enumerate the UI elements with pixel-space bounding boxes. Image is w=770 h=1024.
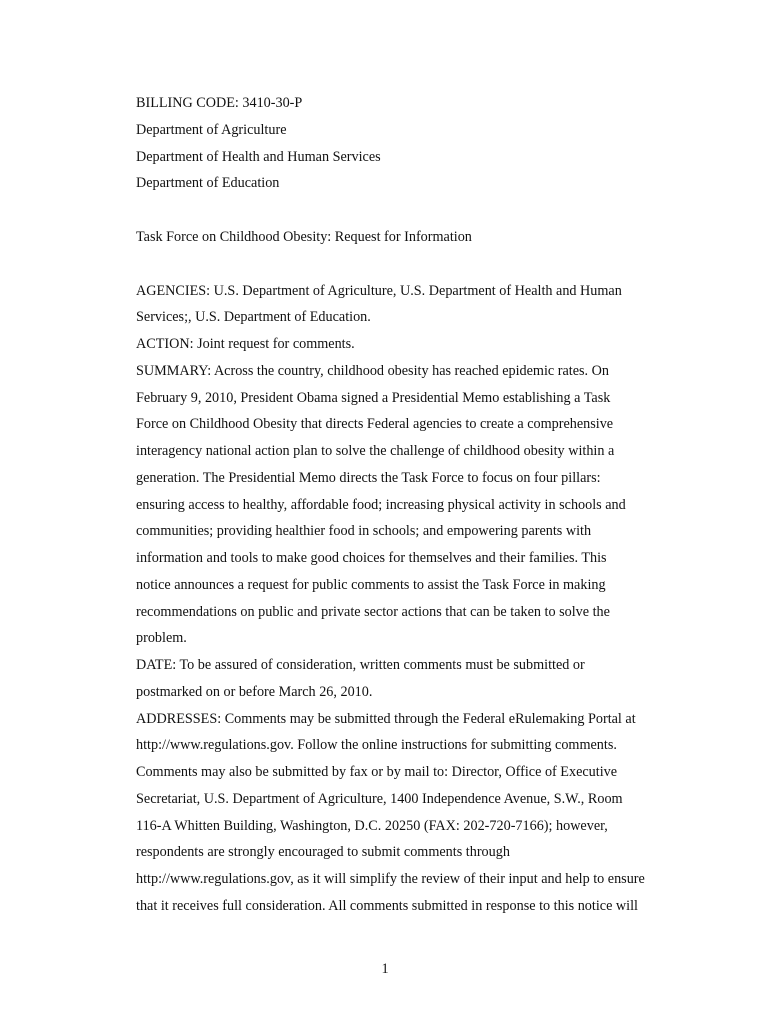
body-line: http://www.regulations.gov. Follow the online instructions for submitting comments. (136, 737, 617, 753)
department-line: Department of Agriculture (136, 122, 287, 138)
body-line: SUMMARY: Across the country, childhood obesity has reached epidemic rates. On (136, 363, 609, 379)
body-line: interagency national action plan to solve the challenge of childhood obesity within a (136, 443, 615, 459)
body-line: ADDRESSES: Comments may be submitted through the Federal eRulemaking Portal at (136, 711, 636, 727)
body-line: problem. (136, 630, 187, 646)
body-line: Comments may also be submitted by fax or by mail to: Director, Office of Executive (136, 764, 618, 780)
body-line: http://www.regulations.gov, as it will simplify the review of their input and help to ensure (136, 871, 645, 887)
body-line: recommendations on public and private sector actions that can be taken to solve the (136, 604, 610, 620)
body-line: Secretariat, U.S. Department of Agriculture, 1400 Independence Avenue, S.W., Room (136, 791, 623, 807)
body-line: information and tools to make good choices for themselves and their families. This (136, 550, 607, 566)
body-line: DATE: To be assured of consideration, written comments must be submitted or (136, 657, 585, 673)
body-line: AGENCIES: U.S. Department of Agriculture, U.S. Department of Health and Human (136, 283, 622, 299)
body-line: generation. The Presidential Memo directs the Task Force to focus on four pillars: (136, 470, 601, 486)
billing-code: BILLING CODE: 3410-30-P (136, 95, 303, 111)
department-line: Department of Health and Human Services (136, 149, 381, 165)
body-line: 116-A Whitten Building, Washington, D.C. 20250 (FAX: 202-720-7166); however, (136, 818, 608, 834)
department-line: Department of Education (136, 175, 280, 191)
body-line: respondents are strongly encouraged to submit comments through (136, 844, 510, 860)
body-line: Force on Childhood Obesity that directs Federal agencies to create a comprehensive (136, 416, 614, 432)
body-line: ensuring access to healthy, affordable food; increasing physical activity in schools and (136, 497, 626, 513)
page-number: 1 (381, 961, 389, 977)
body-line: postmarked on or before March 26, 2010. (136, 684, 373, 700)
body-line: February 9, 2010, President Obama signed a Presidential Memo establishing a Task (136, 390, 611, 406)
body-line: communities; providing healthier food in schools; and empowering parents with (136, 523, 592, 539)
body-line: Services;, U.S. Department of Education. (136, 309, 371, 325)
body-line: ACTION: Joint request for comments. (136, 336, 355, 352)
body-line: notice announces a request for public comments to assist the Task Force in making (136, 577, 606, 593)
body-line: that it receives full consideration. All comments submitted in response to this notice will (136, 898, 638, 914)
document-title: Task Force on Childhood Obesity: Request for Information (136, 229, 472, 245)
